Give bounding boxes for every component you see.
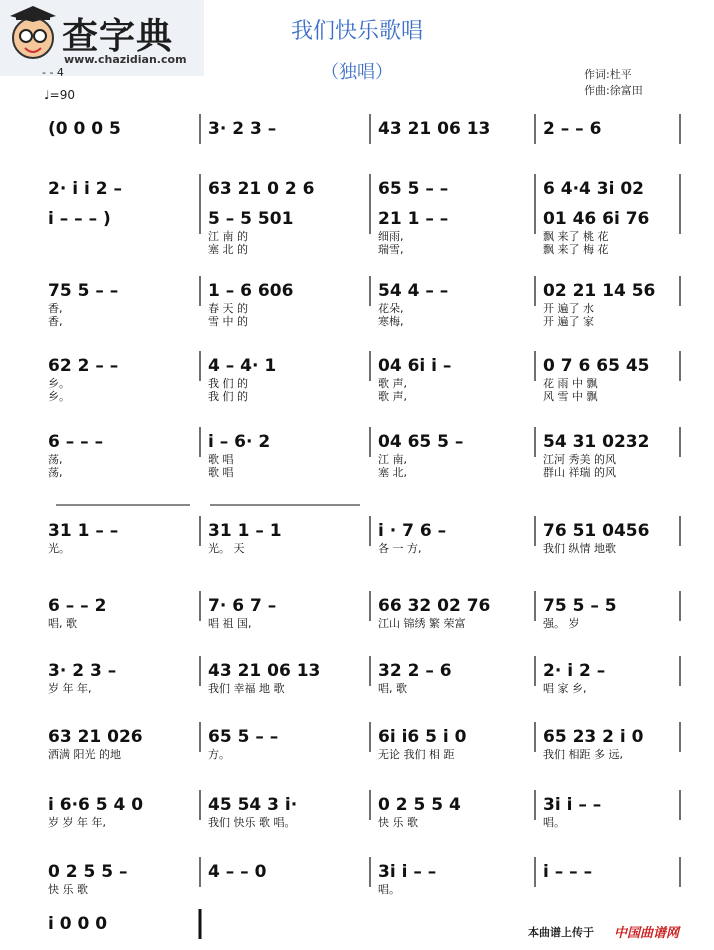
lyric-text: 我们 相距 多 远, [543,748,623,761]
lyric-text: 快 乐 歌 [378,816,418,829]
measure-notes: 75 5 – – [48,281,119,301]
lyric-text: 唱 家 乡, [543,682,587,695]
lyric-text: 我 们 的 [208,377,248,390]
measure-notes: 6i i6 5 i 0 [378,727,467,747]
lyric-text: 我们 快乐 歌 唱。 [208,816,296,829]
lyric-text: 我们 幸福 地 歌 [208,682,285,695]
lyric-text: 江 南 的 [208,230,248,243]
key-signature: - - 4 [42,66,64,79]
measure-notes: 0 2 5 5 4 [378,795,461,815]
measure-notes: 31 1 – 1 [208,521,282,541]
song-title: 我们快乐歌唱 [290,19,423,44]
lyric-text: 寒梅, [378,315,404,328]
lyric-text: 方。 [208,748,230,761]
measure-notes: 0 2 5 5 – [48,862,128,882]
measure-notes: 02 21 14 56 [543,281,656,301]
measure-notes: 45 54 3 i· [208,795,298,815]
lyricist-credit: 作词:杜平 [584,68,632,81]
measure-notes: 31 1 – – [48,521,119,541]
measure-notes: 62 2 – – [48,356,119,376]
measure-notes: 65 23 2 i 0 [543,727,644,747]
measure-notes: (0 0 0 5 [48,119,121,139]
lyric-text: 开 遍了 水 [543,302,594,315]
lyric-text: 花 雨 中 飘 [543,377,598,390]
measure-notes: 2· i 2 – [543,661,606,681]
tempo-value: =90 [49,88,75,102]
measure-notes: i – 6· 2 [208,432,271,452]
measure-notes: 65 5 – – [378,179,449,199]
measure-notes: 6 – – 2 [48,596,107,616]
lyric-text: 开 遍了 家 [543,315,594,328]
measure-notes: 5 – 5 501 [208,209,294,229]
lyric-text: 飘 来了 梅 花 [543,243,609,256]
lyric-text: 塞 北, [378,466,407,479]
measure-notes: i – – – [543,862,593,882]
logo-url[interactable]: www.chazidian.com [64,53,187,66]
measure-notes: 6 – – – [48,432,104,452]
measure-notes: 66 32 02 76 [378,596,491,616]
lyric-text: 我们 纵情 地歌 [543,542,616,555]
measure-notes: 01 46 6i 76 [543,209,650,229]
measure-notes: 04 65 5 – [378,432,464,452]
lyric-text: 飘 来了 桃 花 [543,230,609,243]
lyric-text: 荡, [48,453,63,466]
measure-notes: 2· i i 2 – [48,179,122,199]
measure-notes: 54 4 – – [378,281,449,301]
lyric-text: 风 雪 中 飘 [543,390,598,403]
lyric-text: 歌 唱 [208,466,234,479]
measure-notes: 63 21 0 2 6 [208,179,315,199]
lyric-text: 乡。 [48,390,70,403]
lyric-text: 荡, [48,466,63,479]
composer-credit: 作曲:徐富田 [584,84,643,97]
lyric-text: 江 南, [378,453,407,466]
lyric-text: 江山 锦绣 繁 荣富 [378,617,466,630]
measure-notes: 04 6i i – [378,356,452,376]
measure-notes: 4 – 4· 1 [208,356,277,376]
lyric-text: 唱 祖 国, [208,617,252,630]
lyric-text: 细雨, [378,230,404,243]
lyric-text: 群山 祥瑞 的风 [543,466,616,479]
lyric-text: 强。 岁 [543,617,580,630]
measure-notes: 1 – 6 606 [208,281,294,301]
lyric-text: 我 们 的 [208,390,248,403]
lyric-text: 快 乐 歌 [48,883,88,896]
lyric-text: 乡。 [48,377,70,390]
footer-site-logo[interactable]: 中国曲谱网 [614,926,680,941]
measure-notes: 54 31 0232 [543,432,650,452]
measure-notes: 32 2 – 6 [378,661,452,681]
measure-notes: 3i i – – [378,862,437,882]
lyric-text: 花朵, [378,302,404,315]
measure-notes: 7· 6 7 – [208,596,277,616]
lyric-text: 唱。 [378,883,400,896]
lyric-text: 春 天 的 [208,302,248,315]
lyric-text: 洒满 阳光 的地 [48,748,121,761]
lyric-text: 塞 北 的 [208,243,248,256]
logo-text: 查字典 [62,16,174,57]
measure-notes: 3· 2 3 – [48,661,117,681]
lyric-text: 光。 天 [208,542,245,555]
lyric-text: 岁 岁 年 年, [48,816,106,829]
measure-notes: i 0 0 0 [48,914,108,934]
measure-notes: i · 7 6 – [378,521,447,541]
lyric-text: 香, [48,315,63,328]
measure-notes: i – – – ) [48,209,111,229]
lyric-text: 香, [48,302,63,315]
lyric-text: 雪 中 的 [208,315,248,328]
lyric-text: 歌 唱 [208,453,234,466]
lyric-text: 岁 年 年, [48,682,92,695]
measure-notes: 76 51 0456 [543,521,650,541]
lyric-text: 无论 我们 相 距 [378,748,455,761]
lyric-text: 江河 秀美 的风 [543,453,616,466]
measure-notes: 3· 2 3 – [208,119,277,139]
song-subtitle: （独唱） [321,62,393,83]
lyric-text: 瑞雪, [378,243,404,256]
measure-notes: 65 5 – – [208,727,279,747]
lyric-text: 歌 声, [378,390,407,403]
measure-notes: 3i i – – [543,795,602,815]
lyric-text: 唱, 歌 [378,682,407,695]
lyric-text: 歌 声, [378,377,407,390]
footer-upload-text: 本曲谱上传于 [528,926,594,939]
lyric-text: 光。 [48,542,70,555]
lyric-text: 唱。 [543,816,565,829]
lyric-text: 各 一 方, [378,542,422,555]
measure-notes: 63 21 026 [48,727,143,747]
measure-notes: 43 21 06 13 [378,119,491,139]
measure-notes: 21 1 – – [378,209,449,229]
measure-notes: 0 7 6 65 45 [543,356,650,376]
measure-notes: i 6·6 5 4 0 [48,795,144,815]
measure-notes: 75 5 – 5 [543,596,617,616]
lyric-text: 唱, 歌 [48,617,77,630]
measure-notes: 43 21 06 13 [208,661,321,681]
quarter-note-icon: ♩ [44,88,50,102]
measure-notes: 4 – – 0 [208,862,267,882]
measure-notes: 6 4·4 3i 02 [543,179,645,199]
measure-notes: 2 – – 6 [543,119,602,139]
